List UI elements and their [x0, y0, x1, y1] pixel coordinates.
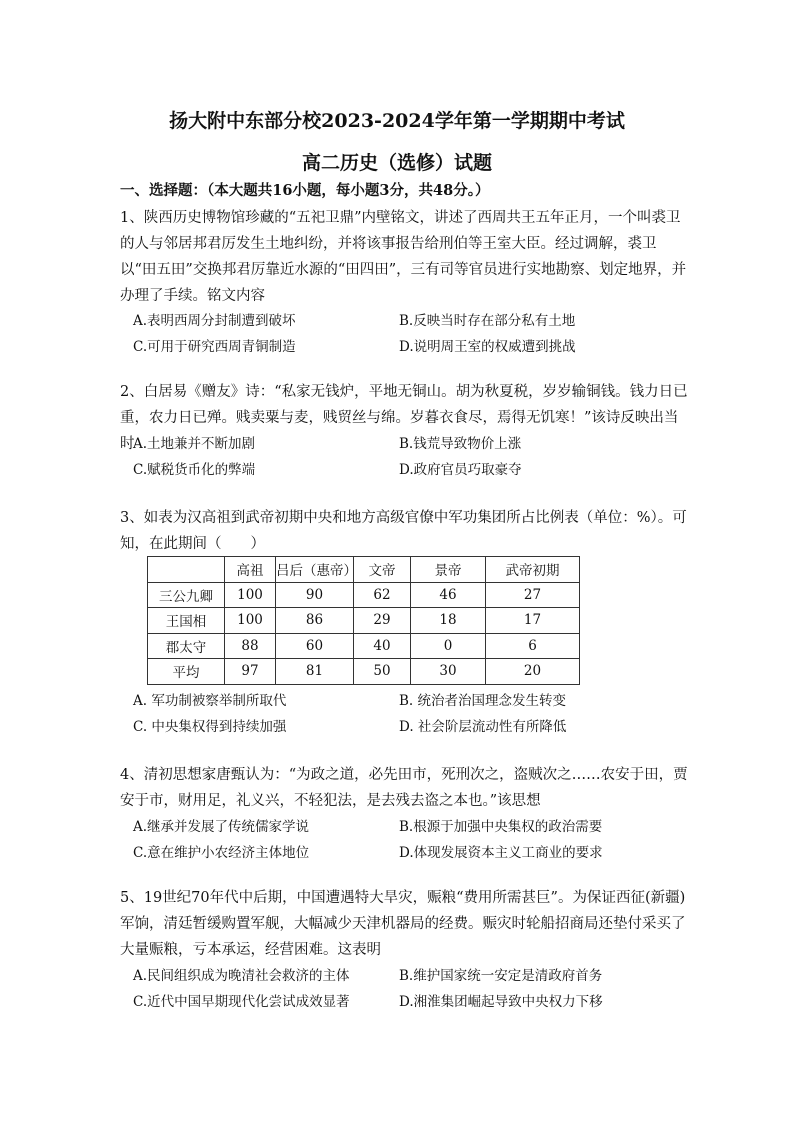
table-cell: 50: [354, 659, 411, 685]
option-b[interactable]: B. 统治者治国理念发生转变: [399, 693, 567, 709]
table-header-cell: 文帝: [354, 557, 411, 583]
question-1-stem: 1、陕西历史博物馆珍藏的“五祀卫鼎”内壁铭文，讲述了西周共王五年正月，一个叫裘卫的人与邻居邦君厉发生土地纠纷，并将该事报告给刑伯等王室大臣。经过调解，裘卫以“田五田”交换邦君厉靠近水源的“田四田”，三有司等官员进行实地勘察、划定地界，并办理了手续。铭文内容: [120, 210, 687, 304]
table-row: [148, 633, 580, 659]
table-cell: 郡太守: [148, 633, 225, 659]
exam-subtitle: 高二历史（选修）试题: [301, 152, 492, 174]
table-header-cell: 景帝: [411, 557, 486, 583]
table-cell: 60: [276, 633, 354, 659]
table-cell: 18: [411, 608, 486, 634]
table-cell: 0: [411, 633, 486, 659]
table-cell: 86: [276, 608, 354, 634]
option-b[interactable]: B.根源于加强中央集权的政治需要: [399, 819, 603, 835]
option-c[interactable]: C.可用于研究西周青铜制造: [133, 339, 296, 355]
option-d[interactable]: D. 社会阶层流动性有所降低: [399, 719, 567, 735]
table-header-row: [148, 557, 580, 583]
table-row: [148, 659, 580, 685]
option-b[interactable]: B.钱荒导致物价上涨: [399, 436, 522, 452]
table-cell: 40: [354, 633, 411, 659]
question-2-stem: 2、白居易《赠友》诗：“私家无钱炉，平地无铜山。胡为秋夏税，岁岁输铜钱。钱力日已重，农力日已殚。贱卖粟与麦，贱贸丝与绵。岁暮衣食尽，焉得无饥寒！”该诗反映出当时: [120, 384, 688, 452]
table-cell: 王国相: [148, 608, 225, 634]
section-heading: 一、选择题：（本大题共16小题，每小题3分，共48分。）: [120, 182, 490, 199]
table-header-cell: 吕后（惠帝）: [276, 557, 354, 583]
option-c[interactable]: C.赋税货币化的弊端: [133, 462, 256, 478]
table-cell: 62: [354, 582, 411, 608]
option-c[interactable]: C.意在维护小农经济主体地位: [133, 845, 310, 861]
table-cell: 100: [225, 608, 276, 634]
question-4-stem: 4、清初思想家唐甄认为：“为政之道，必先田市，死刑次之，盗贼次之……农安于田，贾安于市，财用足，礼义兴，不轻犯法，是去残去盗之本也。”该思想: [120, 767, 688, 809]
exam-title: 扬大附中东部分校2023-2024学年第一学期期中考试: [169, 110, 625, 132]
option-b[interactable]: B.维护国家统一安定是清政府首务: [399, 968, 603, 984]
table-cell: 17: [486, 608, 580, 634]
table-header-cell: 高祖: [225, 557, 276, 583]
table-cell: 三公九卿: [148, 582, 225, 608]
option-d[interactable]: D.湘淮集团崛起导致中央权力下移: [399, 994, 603, 1010]
table-row: [148, 608, 580, 634]
table-cell: 30: [411, 659, 486, 685]
table-cell: 29: [354, 608, 411, 634]
table-header-cell: 武帝初期: [486, 557, 580, 583]
option-a[interactable]: A.表明西周分封制遭到破坏: [133, 313, 296, 329]
table-cell: 27: [486, 582, 580, 608]
option-a[interactable]: A.继承并发展了传统儒家学说: [133, 819, 310, 835]
table-cell: 81: [276, 659, 354, 685]
option-c[interactable]: C. 中央集权得到持续加强: [133, 719, 287, 735]
table-cell: 平均: [148, 659, 225, 685]
data-table: [147, 556, 580, 685]
table-cell: 20: [486, 659, 580, 685]
table-cell: 88: [225, 633, 276, 659]
table-header-cell: [148, 557, 225, 583]
option-d[interactable]: D.说明周王室的权威遭到挑战: [399, 339, 576, 355]
option-b[interactable]: B.反映当时存在部分私有土地: [399, 313, 576, 329]
option-d[interactable]: D.政府官员巧取豪夺: [399, 462, 522, 478]
option-d[interactable]: D.体现发展资本主义工商业的要求: [399, 845, 603, 861]
question-3-stem: 3、如表为汉高祖到武帝初期中央和地方高级官僚中军功集团所占比例表（单位：%）。可知，在此期间（ ）: [120, 510, 687, 552]
table-row: [148, 582, 580, 608]
table-cell: 90: [276, 582, 354, 608]
option-a[interactable]: A.民间组织成为晚清社会救济的主体: [133, 968, 350, 984]
question-5-stem: 5、19世纪70年代中后期，中国遭遇特大旱灾，赈粮“费用所需甚巨”。为保证西征(新疆)军饷，清廷暂缓购置军舰，大幅减少天津机器局的经费。赈灾时轮船招商局还垫付采买了大量赈粮，亏本承运，经营困难。这表明: [120, 890, 686, 958]
table-cell: 97: [225, 659, 276, 685]
option-c[interactable]: C.近代中国早期现代化尝试成效显著: [133, 994, 350, 1010]
option-a[interactable]: A.土地兼并不断加剧: [133, 436, 256, 452]
table-cell: 6: [486, 633, 580, 659]
table-cell: 46: [411, 582, 486, 608]
table-cell: 100: [225, 582, 276, 608]
option-a[interactable]: A. 军功制被察举制所取代: [133, 693, 287, 709]
